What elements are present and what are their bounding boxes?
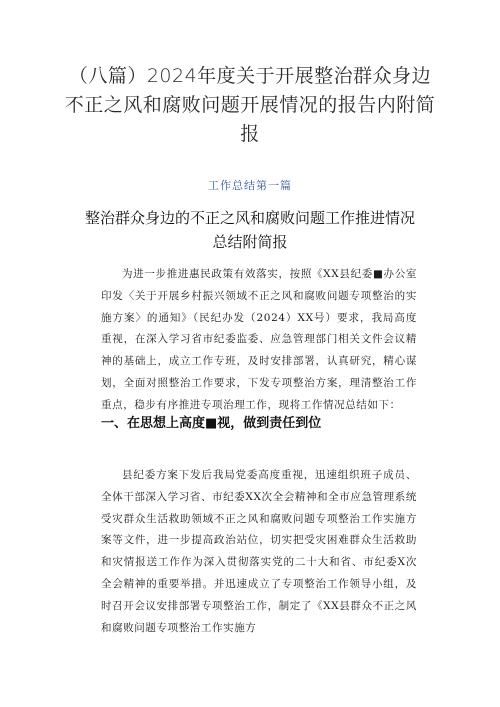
body-paragraph: 县纪委方案下发后我局党委高度重视，迅速组织班子成员、全体干部深入学习省、市纪委XX次全会精神和全市应急管理系统受灾群众生活救助领域不正之风和腐败问题专项整治工作实施方案等文件，进一步提高政治站位，切实把受灾困难群众生活救助和灾情报送工作作为深入贯彻落实党的二十大和省、市纪委X次全会精神的重要举措。并迅速成立了专项整治工作领导小组，及时召开会议安排部署专项整治工作，制定了《XX县群众不正之风和腐败问题专项整治工作实施方 <box>101 469 417 634</box>
document-title: （八篇）2024年度关于开展整治群众身边不正之风和腐败问题开展情况的报告内附简报 <box>64 65 436 145</box>
section-label: 工作总结第一篇 <box>208 179 292 192</box>
intro-paragraph: 为进一步推进惠民政策有效落实，按照《XX县纪委■办公室印发〈关于开展乡村振兴领域不正之风和腐败问题专项整治的实施方案〉的通知》（民纪办发（2024）XX号）要求，我局高度重视，在深入学习省市纪委监委、应急管理部门相关文件会议精神的基础上，成立工作专班，及时安排部署，认真研究，精心谋划，全面对照整治工作要求，下发专项整治方案，理清整治工作重点，稳步有序推进专项治理工作，现将工作情况总结如下： <box>101 268 417 411</box>
section-heading: 一、在思想上高度■视，做到责任到位 <box>101 416 322 431</box>
report-subtitle: 整治群众身边的不正之风和腐败问题工作推进情况总结附简报 <box>84 209 415 251</box>
